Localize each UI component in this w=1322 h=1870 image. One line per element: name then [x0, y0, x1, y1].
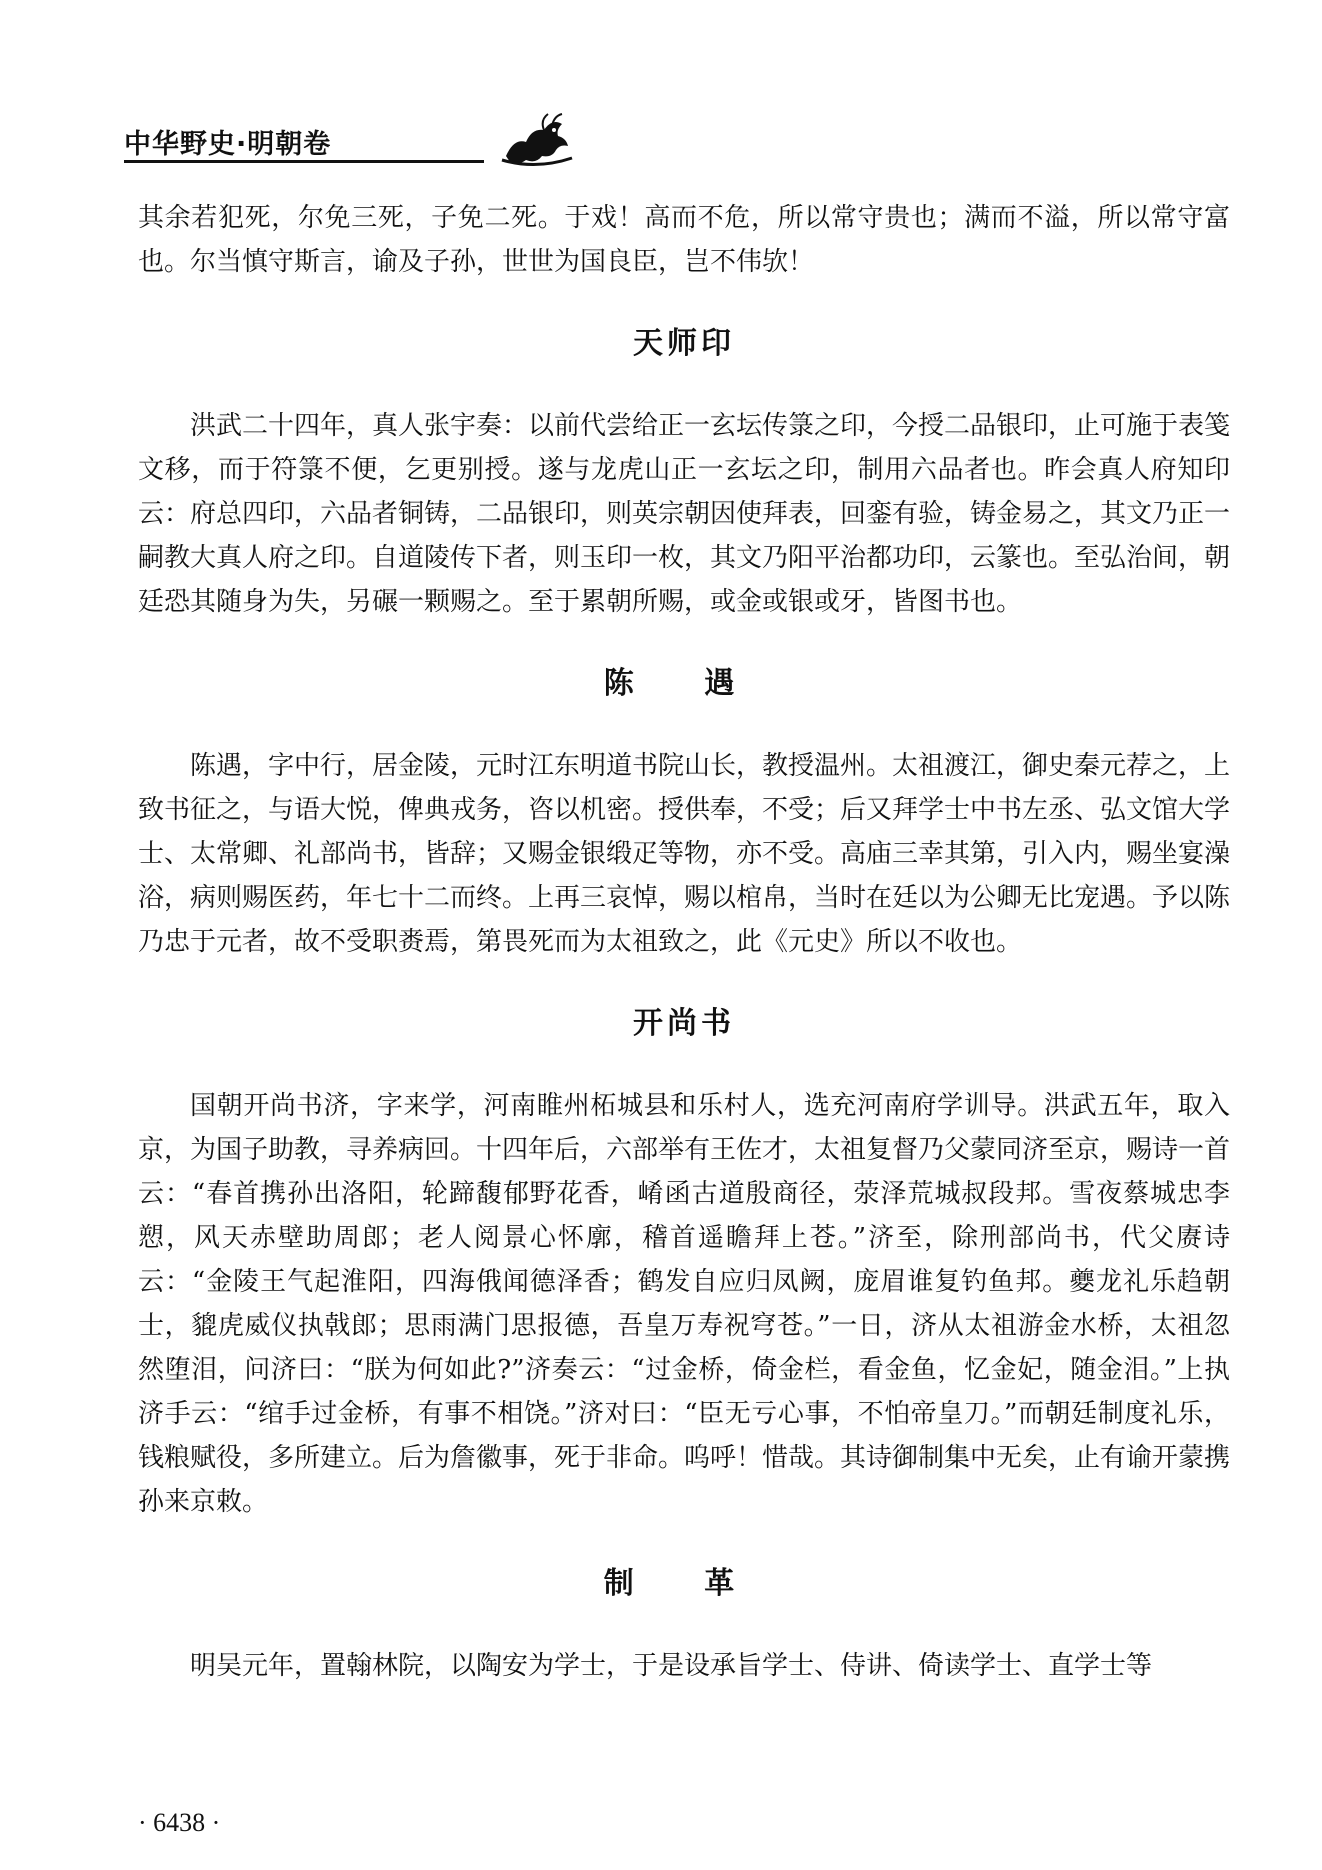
- header-rule: [124, 160, 484, 163]
- section-paragraph-chenyu: 陈遇，字中行，居金陵，元时江东明道书院山长，教授温州。太祖渡江，御史秦元荐之，上致书征之，与语大悦，俾典戎务，咨以机密。授供奉，不受；后又拜学士中书左丞、弘文馆大学士、太常卿、礼部尚书，皆辞；又赐金银缎疋等物，亦不受。高庙三幸其第，引入内，赐坐宴澡浴，病则赐医药，年七十二而终。上再三哀悼，赐以棺帛，当时在廷以为公卿无比宠遇。予以陈乃忠于元者，故不受职赉焉，第畏死而为太祖致之，此《元史》所以不收也。: [138, 751, 1231, 957]
- section-title-chenyu: 陈 遇: [603, 666, 765, 701]
- page-number: · 6438 ·: [138, 1808, 221, 1837]
- intro-paragraph: 其余若犯死，尔免三死，子免二死。于戏！高而不危，所以常守贵也；满而不溢，所以常守富也。尔当慎守斯言，谕及子孙，世世为国良臣，岂不伟欤！: [138, 203, 1230, 277]
- section-paragraph-kaishangshu: 国朝开尚书济，字来学，河南睢州柘城县和乐村人，选充河南府学训导。洪武五年，取入京，为国子助教，寻养病回。十四年后，六部举有王佐才，太祖复督乃父蒙同济至京，赐诗一首云：“春首携孙出洛阳，轮蹄馥郁野花香，崤函古道殷商径，荥泽荒城叔段邦。雪夜蔡城忠李愬，风天赤壁助周郎；老人阅景心怀廓，稽首遥瞻拜上苍。”济至，除刑部尚书，代父赓诗云：“金陵王气起淮阳，四海俄闻德泽香；鹤发自应归凤阙，庞眉谁复钓鱼邦。夔龙礼乐趋朝士，貔虎威仪执戟郎；思雨满门思报德，吾皇万寿祝穹苍。”一日，济从太祖游金水桥，太祖忽然堕泪，问济曰：“朕为何如此?”济奏云：“过金桥，倚金栏，看金鱼，忆金妃，随金泪。”上执济手云：“绾手过金桥，有事不相饶。”济对曰：“臣无亏心事，不怕帝皇刀。”而朝廷制度礼乐，钱粮赋役，多所建立。后为詹徽事，死于非命。呜呼！惜哉。其诗御制集中无矣，止有谕开蒙携孙来京敕。: [138, 1091, 1231, 1517]
- section-title-kaishangshu: 开尚书: [633, 1006, 735, 1041]
- page-content: [138, 196, 1230, 1688]
- section-paragraph-zhige: 明吴元年，置翰林院，以陶安为学士，于是设承旨学士、侍讲、倚读学士、直学士等: [190, 1651, 1153, 1681]
- page-header: [124, 108, 1224, 168]
- dragon-icon: [496, 108, 576, 168]
- section-title-tianshiyin: 天师印: [633, 326, 735, 361]
- running-head-title: 中华野史·明朝卷: [124, 129, 332, 160]
- section-paragraph-tianshiyin: 洪武二十四年，真人张宇奏：以前代尝给正一玄坛传箓之印，今授二品银印，止可施于表笺文移，而于符箓不便，乞更别授。遂与龙虎山正一玄坛之印，制用六品者也。昨会真人府知印云：府总四印，六品者铜铸，二品银印，则英宗朝因使拜表，回銮有验，铸金易之，其文乃正一嗣教大真人府之印。自道陵传下者，则玉印一枚，其文乃阳平治都功印，云篆也。至弘治间，朝廷恐其随身为失，另碾一颗赐之。至于累朝所赐，或金或银或牙，皆图书也。: [138, 411, 1231, 617]
- section-title-zhige: 制 革: [603, 1566, 765, 1601]
